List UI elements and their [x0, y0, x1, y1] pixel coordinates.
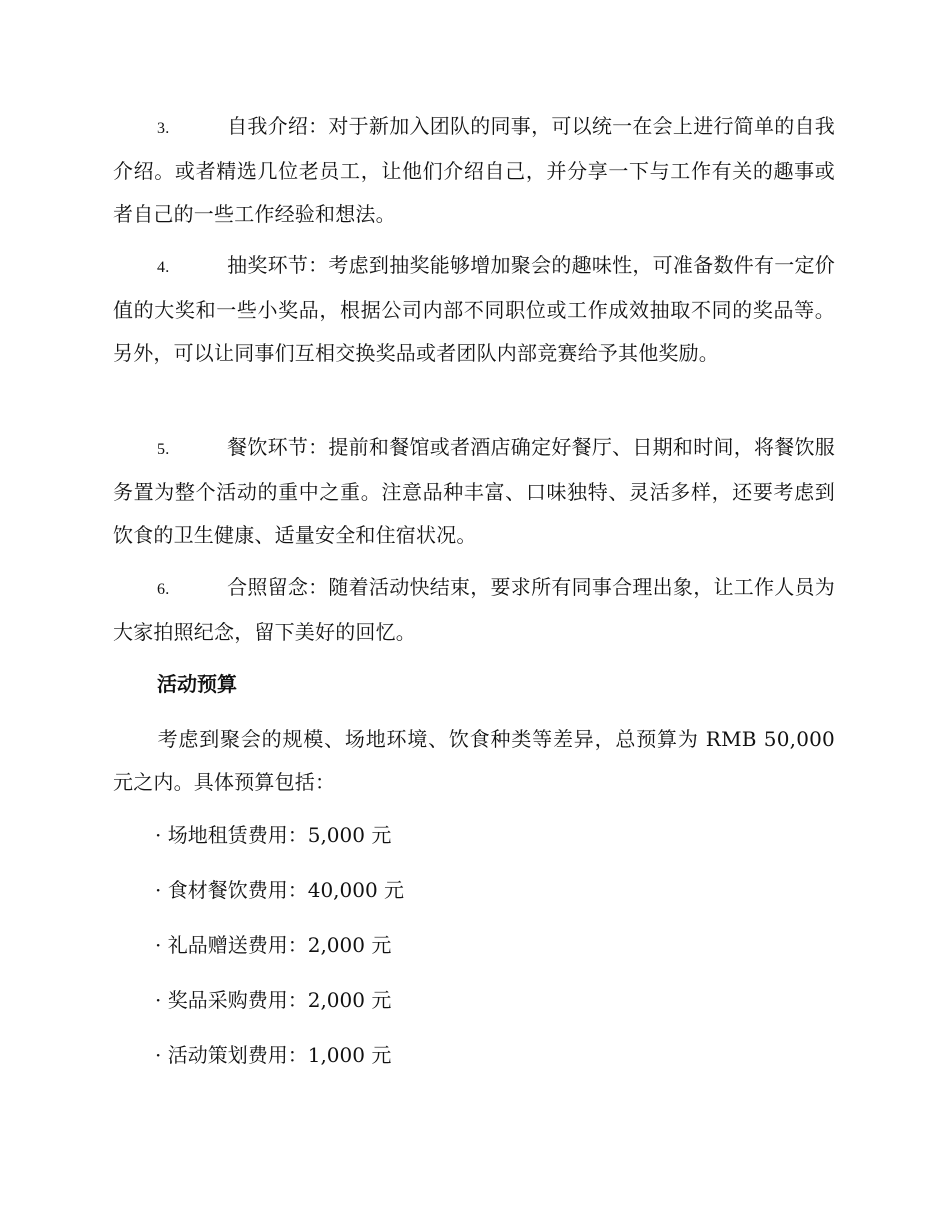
section-heading-budget: 活动预算: [157, 672, 237, 696]
budget-line-catering: · 食材餐饮费用：40,000 元: [155, 878, 405, 902]
budget-line-prizes: · 奖品采购费用：2,000 元: [155, 988, 392, 1012]
list-item-lottery: [113, 244, 835, 375]
budget-intro-text: 考虑到聚会的规模、场地环境、饮食种类等差异，总预算为 RMB 50,000 元之内。具体预算包括：: [113, 727, 835, 794]
list-item-self-introduction: [113, 105, 835, 236]
list-item-text: 合照留念：随着活动快结束，要求所有同事合理出象，让工作人员为大家拍照纪念，留下美好的回忆。: [113, 575, 835, 644]
list-number: 3.: [157, 120, 170, 137]
list-number: 5.: [157, 441, 170, 458]
list-item-group-photo: [113, 566, 835, 654]
budget-line-venue: · 场地租赁费用：5,000 元: [155, 823, 392, 847]
list-item-text: 餐饮环节：提前和餐馆或者酒店确定好餐厅、日期和时间，将餐饮服务置为整个活动的重中之重。注意品种丰富、口味独特、灵活多样，还要考虑到饮食的卫生健康、适量安全和住宿状况。: [113, 435, 835, 547]
list-item-text: 自我介绍：对于新加入团队的同事，可以统一在会上进行简单的自我介绍。或者精选几位老员工，让他们介绍自己，并分享一下与工作有关的趣事或者自己的一些工作经验和想法。: [113, 114, 835, 226]
list-item-text: 抽奖环节：考虑到抽奖能够增加聚会的趣味性，可准备数件有一定价值的大奖和一些小奖品，根据公司内部不同职位或工作成效抽取不同的奖品等。另外，可以让同事们互相交换奖品或者团队内部竞赛给予其他奖励。: [113, 253, 835, 365]
budget-line-gifts: · 礼品赠送费用：2,000 元: [155, 933, 392, 957]
list-number: 6.: [157, 581, 170, 598]
list-item-catering: [113, 426, 835, 557]
list-number: 4.: [157, 259, 170, 276]
budget-line-planning: · 活动策划费用：1,000 元: [155, 1043, 392, 1067]
budget-intro-paragraph: [113, 718, 835, 804]
